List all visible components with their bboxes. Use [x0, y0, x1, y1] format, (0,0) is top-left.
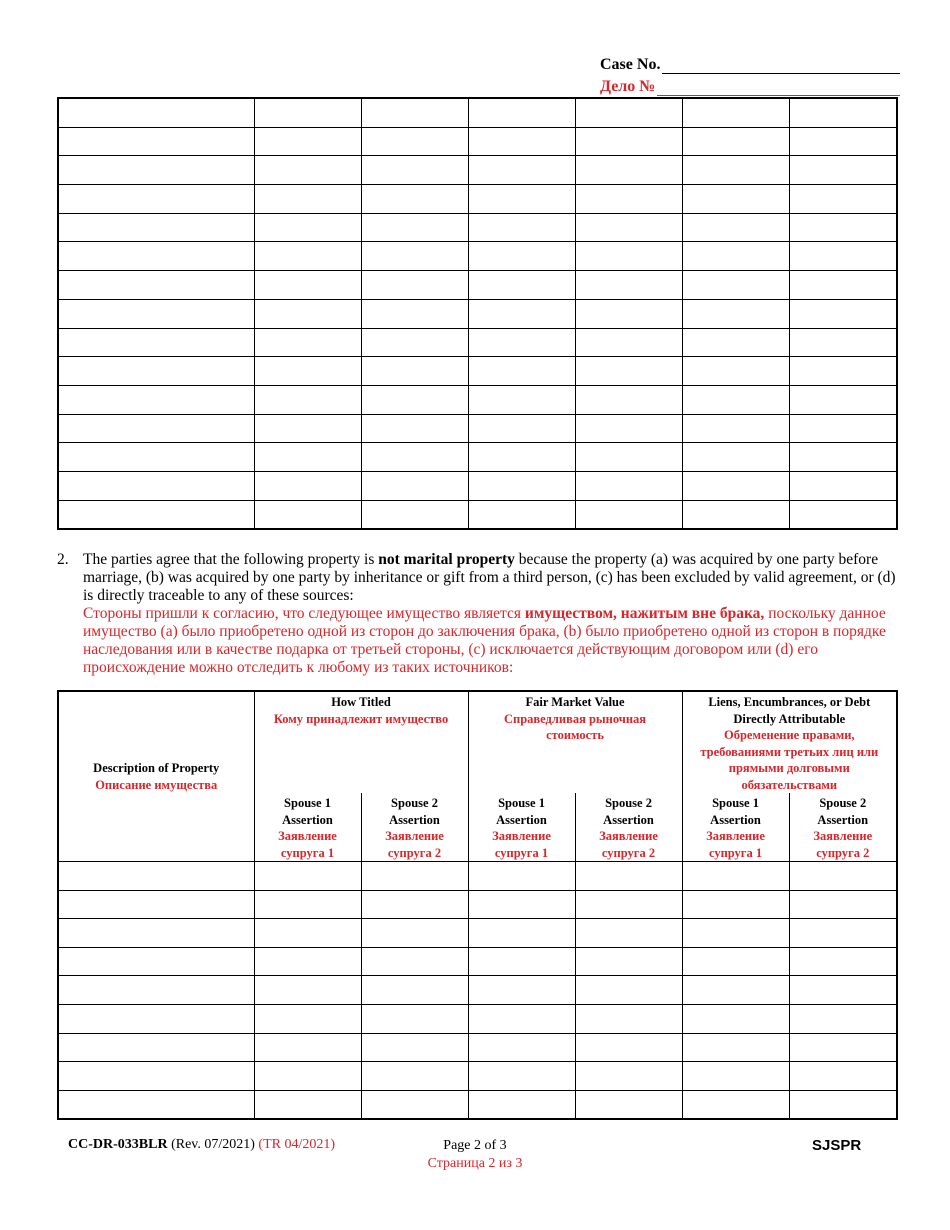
table-cell[interactable]: [575, 271, 682, 300]
non-marital-property-row: [58, 976, 897, 1005]
table-cell[interactable]: [682, 1062, 789, 1091]
table-cell[interactable]: [575, 213, 682, 242]
table-cell[interactable]: [361, 414, 468, 443]
spouse-1-assertion-header: Spouse 1 Assertion Заявление супруга 1: [468, 793, 575, 862]
table-cell[interactable]: [468, 271, 575, 300]
table-cell[interactable]: [682, 890, 789, 919]
table-cell[interactable]: [254, 213, 361, 242]
table-cell[interactable]: [468, 127, 575, 156]
table-cell[interactable]: [575, 1062, 682, 1091]
spouse-1-assertion-header: Spouse 1 Assertion Заявление супруга 1: [254, 793, 361, 862]
table-cell[interactable]: [789, 1033, 897, 1062]
property-row: [58, 98, 897, 127]
table-cell[interactable]: [58, 1004, 254, 1033]
table-cell[interactable]: [575, 862, 682, 891]
property-row: [58, 127, 897, 156]
property-row: [58, 357, 897, 386]
table-cell[interactable]: [58, 242, 254, 271]
table-cell[interactable]: [789, 862, 897, 891]
marital-property-table-continued: [57, 97, 898, 530]
table-cell[interactable]: [58, 1062, 254, 1091]
page-number: Page 2 of 3 Страница 2 из 3: [427, 1138, 523, 1171]
table-cell[interactable]: [682, 242, 789, 271]
table-cell[interactable]: [58, 98, 254, 127]
how-titled-header: How Titled Кому принадлежит имущество: [254, 691, 468, 793]
table-cell[interactable]: [789, 443, 897, 472]
table-cell[interactable]: [682, 443, 789, 472]
spouse-2-assertion-header: Spouse 2 Assertion Заявление супруга 2: [575, 793, 682, 862]
table-cell[interactable]: [468, 299, 575, 328]
table-cell[interactable]: [789, 500, 897, 529]
non-marital-property-table: [57, 690, 898, 1120]
table-cell[interactable]: [468, 1033, 575, 1062]
table-cell[interactable]: [789, 1062, 897, 1091]
table-cell[interactable]: [58, 357, 254, 386]
table-cell[interactable]: [58, 271, 254, 300]
section-2-paragraph: [57, 551, 897, 677]
table-cell[interactable]: [468, 357, 575, 386]
table-cell[interactable]: [254, 947, 361, 976]
table-cell[interactable]: [575, 328, 682, 357]
table-cell[interactable]: [254, 1004, 361, 1033]
table-cell[interactable]: [789, 976, 897, 1005]
table-cell[interactable]: [254, 328, 361, 357]
table-cell[interactable]: [789, 471, 897, 500]
table-cell[interactable]: [575, 357, 682, 386]
property-row: [58, 328, 897, 357]
table-cell[interactable]: [575, 385, 682, 414]
case-number-block: [600, 52, 900, 96]
table-cell[interactable]: [682, 471, 789, 500]
description-header: Description of Property Описание имущества: [58, 691, 254, 862]
table-cell[interactable]: [468, 976, 575, 1005]
table-cell[interactable]: [58, 919, 254, 948]
table-cell[interactable]: [254, 127, 361, 156]
table-cell[interactable]: [361, 947, 468, 976]
liens-header: Liens, Encumbrances, or Debt Directly Attributable Обременение правами, требованиями третьих лиц или прямыми долговыми обязательствами: [682, 691, 897, 793]
case-number-line-ru[interactable]: [600, 74, 900, 96]
non-marital-property-row: [58, 1062, 897, 1091]
table-cell[interactable]: [468, 242, 575, 271]
table-cell[interactable]: [789, 357, 897, 386]
table-cell[interactable]: [575, 1004, 682, 1033]
table-cell[interactable]: [361, 471, 468, 500]
section-2-text-en: The parties agree that the following property is not marital property because the property (a) was acquired by one party before marriage, (b) was acquired by one party by inheritance or gift from a third person, (c) has been excluded by valid agreement, or (d) is directly traceable to any of these sources:: [83, 551, 896, 604]
table-cell[interactable]: [468, 98, 575, 127]
table-cell[interactable]: [575, 414, 682, 443]
table-cell[interactable]: [468, 1090, 575, 1119]
table-cell[interactable]: [361, 862, 468, 891]
table-cell[interactable]: [468, 414, 575, 443]
form-id: CC-DR-033BLR (Rev. 07/2021) (TR 04/2021): [68, 1137, 336, 1152]
court-code: SJSPR: [812, 1137, 862, 1154]
property-row: [58, 213, 897, 242]
table-cell[interactable]: [254, 890, 361, 919]
table-cell[interactable]: [254, 1062, 361, 1091]
table-cell[interactable]: [58, 1033, 254, 1062]
table-cell[interactable]: [575, 156, 682, 185]
table-cell[interactable]: [254, 919, 361, 948]
table-cell[interactable]: [468, 443, 575, 472]
table-cell[interactable]: [682, 919, 789, 948]
table-cell[interactable]: [58, 947, 254, 976]
table-cell[interactable]: [361, 890, 468, 919]
table-cell[interactable]: [682, 357, 789, 386]
spouse-2-assertion-header: Spouse 2 Assertion Заявление супруга 2: [789, 793, 897, 862]
table-cell[interactable]: [254, 471, 361, 500]
non-marital-property-row: [58, 919, 897, 948]
table-cell[interactable]: [789, 328, 897, 357]
table-cell[interactable]: [575, 1090, 682, 1119]
table-cell[interactable]: [468, 385, 575, 414]
table-cell[interactable]: [789, 299, 897, 328]
non-marital-property-row: [58, 1033, 897, 1062]
table-cell[interactable]: [682, 976, 789, 1005]
spouse-1-assertion-header: Spouse 1 Assertion Заявление супруга 1: [682, 793, 789, 862]
table-cell[interactable]: [789, 98, 897, 127]
table-cell[interactable]: [361, 299, 468, 328]
table-cell[interactable]: [361, 1033, 468, 1062]
table-cell[interactable]: [682, 862, 789, 891]
table-cell[interactable]: [254, 271, 361, 300]
table-cell[interactable]: [682, 1004, 789, 1033]
table-cell[interactable]: [254, 242, 361, 271]
table-cell[interactable]: [254, 385, 361, 414]
table-cell[interactable]: [468, 185, 575, 214]
table-cell[interactable]: [789, 890, 897, 919]
case-number-label-ru: Дело №: [600, 78, 656, 95]
table-cell[interactable]: [682, 185, 789, 214]
property-row: [58, 500, 897, 529]
table-cell[interactable]: [58, 862, 254, 891]
property-row: [58, 271, 897, 300]
table-cell[interactable]: [789, 919, 897, 948]
table-cell[interactable]: [682, 213, 789, 242]
table-cell[interactable]: [361, 271, 468, 300]
table-cell[interactable]: [361, 1004, 468, 1033]
table-cell[interactable]: [682, 385, 789, 414]
table-cell[interactable]: [789, 414, 897, 443]
table-cell[interactable]: [254, 1033, 361, 1062]
table-cell[interactable]: [58, 976, 254, 1005]
table-cell[interactable]: [468, 947, 575, 976]
table-cell[interactable]: [468, 500, 575, 529]
table-cell[interactable]: [468, 328, 575, 357]
fair-market-value-header: Fair Market Value Справедливая рыночная стоимость: [468, 691, 682, 793]
table-cell[interactable]: [361, 919, 468, 948]
table-cell[interactable]: [789, 185, 897, 214]
spouse-2-assertion-header: Spouse 2 Assertion Заявление супруга 2: [361, 793, 468, 862]
table-cell[interactable]: [361, 213, 468, 242]
table-cell[interactable]: [575, 242, 682, 271]
table-cell[interactable]: [58, 414, 254, 443]
table-cell[interactable]: [575, 127, 682, 156]
table-cell[interactable]: [58, 299, 254, 328]
case-number-field[interactable]: [662, 59, 900, 74]
table-cell[interactable]: [361, 500, 468, 529]
table-cell[interactable]: [575, 471, 682, 500]
table-cell[interactable]: [682, 414, 789, 443]
table-cell[interactable]: [361, 385, 468, 414]
table-cell[interactable]: [254, 98, 361, 127]
table-cell[interactable]: [58, 1090, 254, 1119]
table-cell[interactable]: [789, 156, 897, 185]
table-cell[interactable]: [575, 947, 682, 976]
table-cell[interactable]: [468, 1004, 575, 1033]
property-row: [58, 414, 897, 443]
table-cell[interactable]: [789, 242, 897, 271]
table-cell[interactable]: [468, 862, 575, 891]
case-number-label: Case No.: [600, 56, 661, 73]
not-marital-emphasis: not marital property: [378, 551, 515, 568]
non-marital-property-row: [58, 947, 897, 976]
table-cell[interactable]: [58, 156, 254, 185]
table-cell[interactable]: [789, 947, 897, 976]
non-marital-property-row: [58, 1090, 897, 1119]
table-cell[interactable]: [682, 299, 789, 328]
table-cell[interactable]: [789, 1090, 897, 1119]
table-cell[interactable]: [789, 385, 897, 414]
property-row: [58, 156, 897, 185]
table-cell[interactable]: [58, 500, 254, 529]
non-marital-property-row: [58, 862, 897, 891]
table-cell[interactable]: [575, 185, 682, 214]
table-cell[interactable]: [468, 471, 575, 500]
table-cell[interactable]: [58, 328, 254, 357]
non-marital-property-row: [58, 890, 897, 919]
table-cell[interactable]: [575, 299, 682, 328]
table-cell[interactable]: [468, 156, 575, 185]
table-cell[interactable]: [468, 1062, 575, 1091]
section-number: 2.: [57, 551, 69, 568]
table-cell[interactable]: [58, 471, 254, 500]
table-cell[interactable]: [361, 976, 468, 1005]
table-cell[interactable]: [361, 127, 468, 156]
table-cell[interactable]: [254, 443, 361, 472]
table-cell[interactable]: [682, 328, 789, 357]
table-cell[interactable]: [682, 156, 789, 185]
case-number-line[interactable]: [600, 52, 900, 74]
table-cell[interactable]: [789, 271, 897, 300]
table-cell[interactable]: [682, 127, 789, 156]
table-cell[interactable]: [361, 98, 468, 127]
table-cell[interactable]: [58, 385, 254, 414]
non-marital-property-row: [58, 1004, 897, 1033]
table-cell[interactable]: [254, 185, 361, 214]
table-cell[interactable]: [58, 213, 254, 242]
table-cell[interactable]: [682, 1090, 789, 1119]
table-cell[interactable]: [682, 98, 789, 127]
case-number-field-ru[interactable]: [657, 81, 900, 96]
table-cell[interactable]: [254, 299, 361, 328]
table-cell[interactable]: [58, 890, 254, 919]
table-cell[interactable]: [789, 127, 897, 156]
table-cell[interactable]: [575, 500, 682, 529]
table-cell[interactable]: [254, 156, 361, 185]
table-cell[interactable]: [575, 976, 682, 1005]
table-cell[interactable]: [361, 185, 468, 214]
table-cell[interactable]: [361, 242, 468, 271]
table-cell[interactable]: [468, 919, 575, 948]
table-cell[interactable]: [575, 1033, 682, 1062]
table-cell[interactable]: [254, 862, 361, 891]
table-cell[interactable]: [575, 919, 682, 948]
table-cell[interactable]: [58, 443, 254, 472]
table-cell[interactable]: [789, 1004, 897, 1033]
table-cell[interactable]: [575, 443, 682, 472]
table-cell[interactable]: [682, 500, 789, 529]
property-row: [58, 185, 897, 214]
not-marital-emphasis-ru: имуществом, нажитым вне брака,: [524, 605, 765, 622]
table-cell[interactable]: [575, 890, 682, 919]
table-cell[interactable]: [361, 443, 468, 472]
table-cell[interactable]: [254, 500, 361, 529]
table-cell[interactable]: [361, 328, 468, 357]
property-row: [58, 299, 897, 328]
property-row: [58, 242, 897, 271]
property-row: [58, 471, 897, 500]
table-cell[interactable]: [468, 890, 575, 919]
table-cell[interactable]: [682, 271, 789, 300]
table-cell[interactable]: [254, 976, 361, 1005]
table-cell[interactable]: [361, 357, 468, 386]
table-cell[interactable]: [682, 1033, 789, 1062]
table-cell[interactable]: [361, 156, 468, 185]
table-cell[interactable]: [789, 213, 897, 242]
table-cell[interactable]: [58, 127, 254, 156]
table-cell[interactable]: [361, 1090, 468, 1119]
table-cell[interactable]: [682, 947, 789, 976]
table-cell[interactable]: [468, 213, 575, 242]
section-2-text-ru: Стороны пришли к согласию, что следующее имущество является имуществом, нажитым вне брака, поскольку данное имущество (a) было приобретено одной из сторон до заключения брака, (b) было приобретено одной из сторон в порядке наследования или в качестве подарка от третьей стороны, (c) исключается действующим договором или (d) его происхождение можно отследить к любому из таких источников:: [83, 605, 886, 676]
table-cell[interactable]: [254, 414, 361, 443]
property-row: [58, 385, 897, 414]
table-cell[interactable]: [254, 357, 361, 386]
table-cell[interactable]: [361, 1062, 468, 1091]
table-cell[interactable]: [575, 98, 682, 127]
property-row: [58, 443, 897, 472]
table-cell[interactable]: [254, 1090, 361, 1119]
table-cell[interactable]: [58, 185, 254, 214]
